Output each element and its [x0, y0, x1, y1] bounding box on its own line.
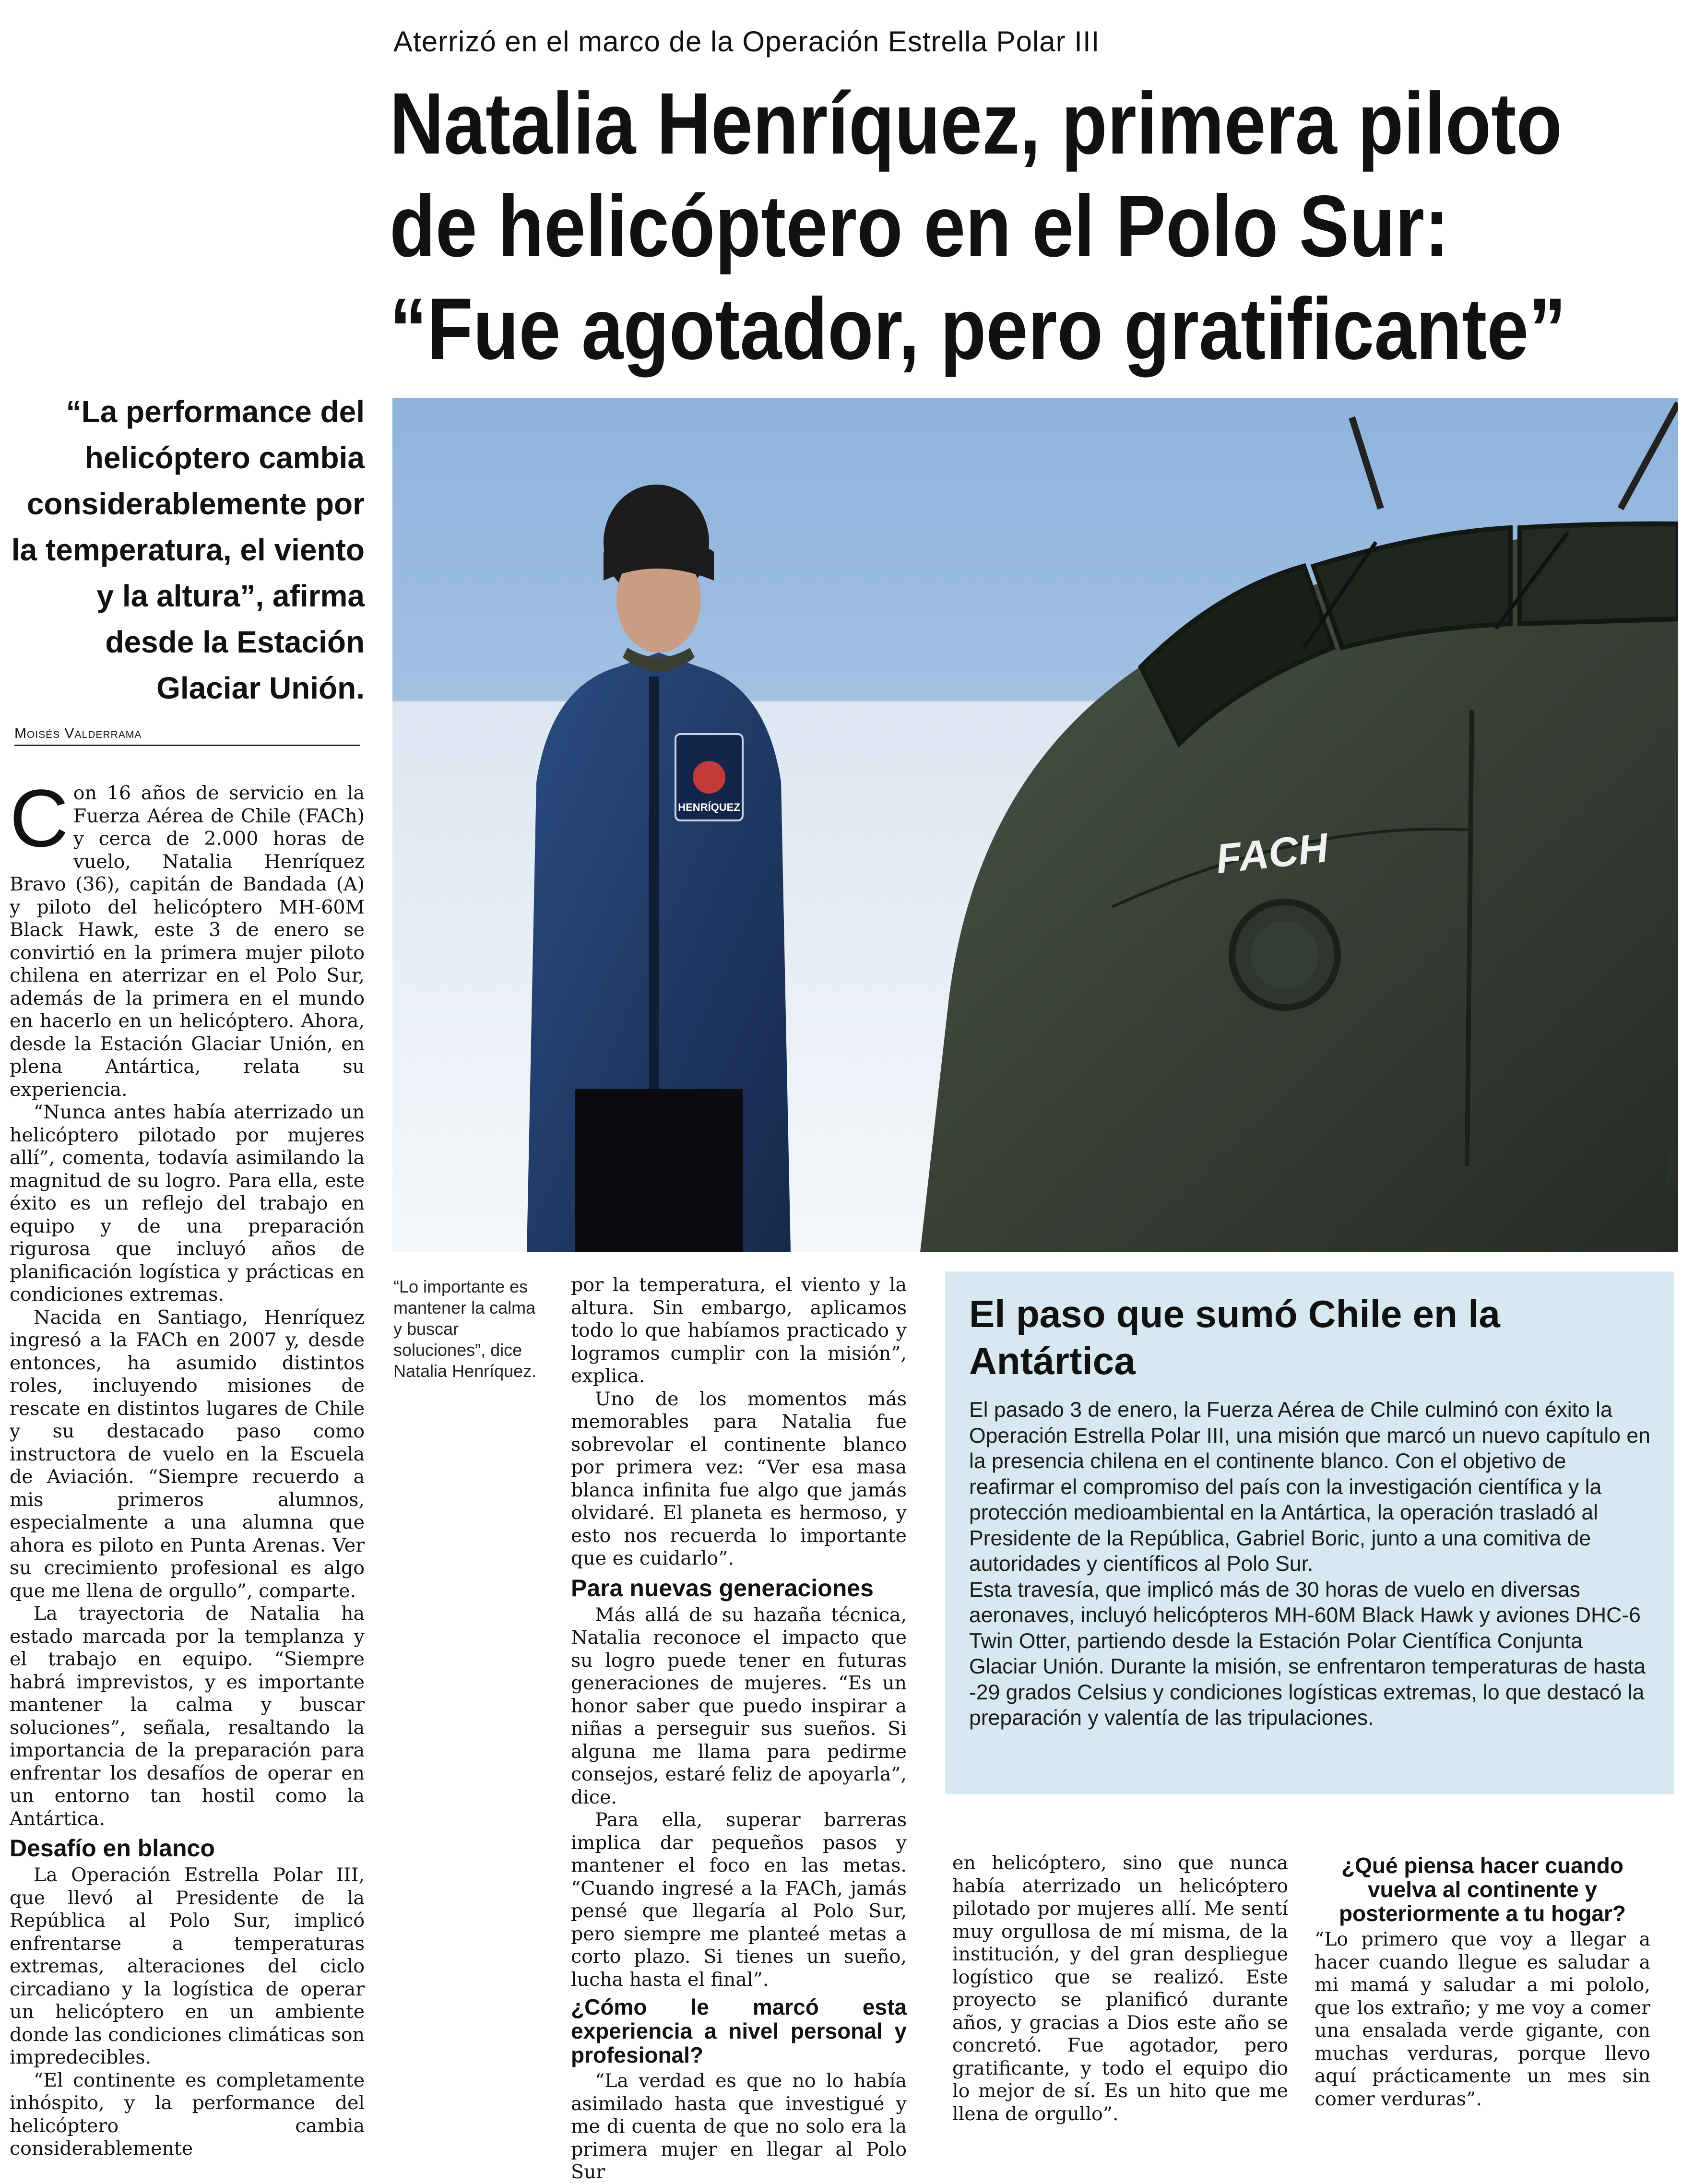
subheading-generaciones: Para nuevas generaciones	[571, 1574, 874, 1602]
sidebar-paragraph-1: El pasado 3 de enero, la Fuerza Aérea de Chile culminó con éxito la Operación Estrella Polar III, una misión que marcó un nuevo capítulo en la presencia chilena en el continente blanco. Con el objetivo de reafirmar el compromiso del país con la investigación científica y la protección medioambiental en la Antártica, la operación trasladó al Presidente de la República, Gabriel Boric, junto a una comitiva de autoridades y científicos al Polo Sur.	[969, 1398, 1650, 1576]
headline-line-2: de helicóptero en el Polo Sur:	[390, 177, 1450, 275]
column-1	[10, 773, 365, 2160]
col2-paragraph-4: Para ella, superar barreras implica dar pequeños pasos y mantener el foco en las metas. “Cuando ingresé a la FACh, jamás pensé que llegaría al Polo Sur, pero siempre me planteé metas a corto plazo. Si tienes un sueño, lucha hasta el final”.	[571, 1809, 907, 1991]
col1-paragraph-2: “Nunca antes había aterrizado un helicóptero pilotado por mujeres allí”, comenta, todavía asimilando la magnitud de su logro. Para ella, este éxito es un reflejo del trabajo en equipo y de una preparación rigurosa que incluyó años de planificación logística y prácticas en condiciones extremas.	[10, 1101, 365, 1306]
col1-paragraph-1: Con 16 años de servicio en la Fuerza Aérea de Chile (FACh) y cerca de 2.000 horas de vuelo, Natalia Henríquez Bravo (36), capitán de Bandada (A) y piloto del helicóptero MH-60M Black Hawk, este 3 de enero se convirtió en la primera mujer piloto chilena en aterrizar en el Polo Sur, además de la primera en el mundo en hacerlo en un helicóptero. Ahora, desde la Estación Glaciar Unión, en plena Antártica, relata su experiencia.	[10, 773, 365, 1101]
col2-paragraph-5: “La verdad es que no lo había asimilado hasta que investigué y me di cuenta de que no solo era la primera mujer en llegar al Polo Sur	[571, 2070, 907, 2183]
fach-heli-label: FACH	[1213, 824, 1330, 882]
headline	[390, 72, 1682, 380]
photo-caption: “Lo importante es mantener la calma y buscar soluciones”, dice Natalia Henríquez.	[393, 1277, 537, 1381]
pull-quote: “La performance del helicóptero cambia considerablemente por la temperatura, el viento y la altura”, afirma desde la Estación Glaciar Unión.	[11, 394, 365, 705]
sidebar-paragraph-2: Esta travesía, que implicó más de 30 horas de vuelo en diversas aeronaves, incluyó helicópteros MH-60M Black Hawk y aviones DHC-6 Twin Otter, partiendo desde la Estación Polar Científica Conjunta Glaciar Unión. Durante la misión, se enfrentaron temperaturas de hasta -29 grados Celsius y condiciones logísticas extremas, lo que destacó la preparación y valentía de las tripulaciones.	[969, 1578, 1646, 1730]
kicker: Aterrizó en el marco de la Operación Estrella Polar III	[393, 25, 1100, 58]
main-photo	[392, 398, 1678, 1252]
col2-paragraph-1: por la temperatura, el viento y la altura. Sin embargo, aplicamos todo lo que habíamos practicado y logramos cumplir con la misión”, explica.	[571, 1274, 907, 1387]
byline: Moisés Valderrama	[14, 725, 360, 746]
col1-paragraph-5: La Operación Estrella Polar III, que llevó al Presidente de la República al Polo Sur, implicó enfrentarse a temperaturas extremas, alteraciones del ciclo circadiano y la logística de operar un helicóptero en un ambiente donde las condiciones climáticas son impredecibles.	[10, 1864, 365, 2068]
column-2	[571, 1274, 907, 2184]
col1-paragraph-6: “El continente es completamente inhóspito, y la performance del helicóptero cambia considerablemente	[10, 2069, 365, 2160]
column-3	[952, 1852, 1288, 2125]
sidebar-title: El paso que sumó Chile en la Antártica	[969, 1293, 1500, 1382]
col4-paragraph-1: “Lo primero que voy a llegar a hacer cuando llegue es saludar a mi mamá y saludar a mi pololo, que los extraño; y me voy a comer una ensalada verde gigante, con muchas verduras, porque llevo aquí prácticamente un mes sin comer verduras”.	[1315, 1928, 1650, 2110]
badge-name: HENRÍQUEZ	[678, 801, 740, 813]
question-1: ¿Cómo le marcó esta experiencia a nivel personal y profesional?	[571, 1994, 907, 2067]
col1-paragraph-4: La trayectoria de Natalia ha estado marcada por la templanza y el trabajo en equipo. “Siempre habrá imprevistos, y es importante mantener la calma y buscar soluciones”, señala, resaltando la importancia de la preparación para enfrentar los desafíos de operar en un entorno tan hostil como la Antártica.	[10, 1602, 365, 1830]
sidebar-box	[945, 1271, 1674, 1794]
headline-line-3: “Fue agotador, pero gratificante”	[390, 280, 1566, 378]
col3-paragraph-1: en helicóptero, sino que nunca había aterrizado un helicóptero pilotado por mujeres allí. Me sentí muy orgullosa de mí misma, de la institución, y del gran despliegue logístico que se realizó. Este proyecto se planificó durante años, y gracias a Dios este año se concretó. Fue agotador, pero gratificante, y todo el equipo dio lo mejor de sí. Es un hito que me llena de orgullo”.	[952, 1852, 1288, 2125]
drop-cap: C	[10, 773, 69, 864]
subheading-desafio: Desafío en blanco	[10, 1835, 215, 1862]
question-2: ¿Qué piensa hacer cuando vuelva al continente y posteriormente a tu hogar?	[1338, 1853, 1626, 1926]
photo-credit: CEDIDA	[1665, 1138, 1679, 1185]
photo-illustration	[392, 398, 1678, 1252]
pilot-pants	[575, 1089, 743, 1252]
col2-paragraph-3: Más allá de su hazaña técnica, Natalia reconoce el impacto que su logro puede tener en futuras generaciones de mujeres. “Es un honor saber que puedo inspirar a niñas a perseguir sus sueños. Si alguna me llama para pedirme consejos, estaré feliz de apoyarla”, dice.	[571, 1603, 907, 1808]
col2-paragraph-2: Uno de los momentos más memorables para Natalia fue sobrevolar el continente blanco por primera vez: “Ver esa masa blanca infinita fue algo que jamás olvidaré. El planeta es hermoso, y esto nos recuerda lo importante que es cuidarlo”.	[571, 1388, 907, 1569]
col1-paragraph-3: Nacida en Santiago, Henríquez ingresó a la FACh en 2007 y, desde entonces, ha asumido distintos roles, incluyendo misiones de rescate en distintos lugares de Chile y su destacado paso como instructora de vuelo en la Escuela de Aviación. “Siempre recuerdo a mis primeros alumnos, especialmente a una alumna que ahora es piloto en Punta Arenas. Ver su crecimiento profesional es algo que me llena de orgullo”, comparte.	[10, 1306, 365, 1602]
column-4	[1315, 1850, 1650, 2111]
headline-line-1: Natalia Henríquez, primera piloto	[390, 74, 1562, 172]
